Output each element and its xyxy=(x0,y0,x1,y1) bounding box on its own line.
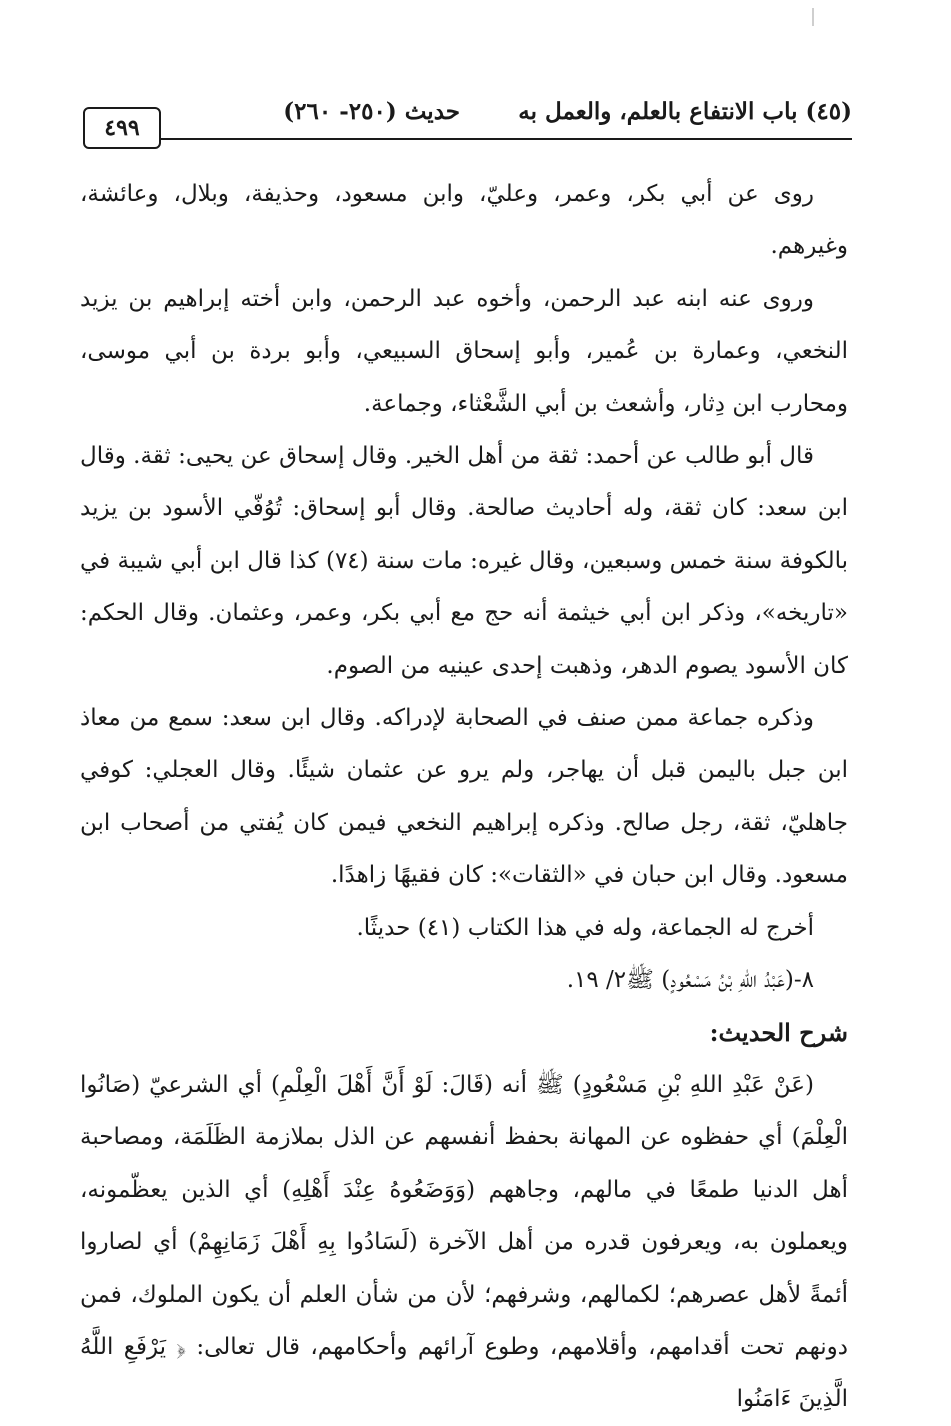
header-rule xyxy=(152,138,852,140)
hadith-range: حديث (٢٥٠- ٢٦٠) xyxy=(283,98,460,125)
paragraph-narrator-8: ٨-(عَبْدُ اللهِ بْنُ مَسْعُودٍ) ﷺ٢/ ١٩. xyxy=(566,967,814,994)
page-number-box xyxy=(83,107,161,149)
page-number: ٤٩٩ xyxy=(104,115,140,141)
paragraph-count: أخرج له الجماعة، وله في هذا الكتاب (٤١) حديثًا. xyxy=(356,914,814,941)
paragraph-commentary: (عَنْ عَبْدِ اللهِ بْنِ مَسْعُودٍ) ﷺ أنه (قَالَ: لَوْ أَنَّ أَهْلَ الْعِلْمِ) أي الشرعيّ (صَانُوا الْعِلْمَ) أي حفظوه عن المهانة بحفظ أنفسهم عن الذل بملازمة الظَلَمَة، ومصاحبة أهل الدنيا طمعًا في مالهم، وجاههم (وَوَضَعُوهُ عِنْدَ أَهْلِهِ) أي الذين يعظّمونه، ويعملون به، ويعرفون قدره من أهل الآخرة (لَسَادُوا بِهِ أَهْلَ زَمَانِهِمْ) أي لصاروا أئمةً لأهل عصرهم؛ لكمالهم، وشرفهم؛ لأن من شأن العلم أن يكون الملوك، فمن دونهم تحت أقدامهم، وأقلامهم، وطوع آرائهم وأحكامهم، قال تعالى: ﴿ يَرْفَعِ اللَّهُ الَّذِينَ ءَامَنُوا xyxy=(80,1071,848,1413)
section-heading: شرح الحديث: xyxy=(709,1017,848,1047)
paragraph-narrated-by: وروى عنه ابنه عبد الرحمن، وأخوه عبد الرحمن، وابن أخته إبراهيم بن يزيد النخعي، وعمارة بن عُمير، وأبو إسحاق السبيعي، وأبو بردة بن أبي موسى، ومحارب ابن دِثار، وأشعث بن أبي الشَّعْثاء، وجماعة. xyxy=(80,285,848,417)
paragraph-gradings: قال أبو طالب عن أحمد: ثقة من أهل الخير. وقال إسحاق عن يحيى: ثقة. وقال ابن سعد: كان ثقة، وله أحاديث صالحة. وقال أبو إسحاق: تُوُفّي الأسود بن يزيد بالكوفة سنة خمس وسبعين، وقال غيره: مات سنة (٧٤) كذا قال ابن أبي شيبة في «تاريخه»، وذكر ابن أبي خيثمة أنه حج مع أبي بكر، وعمر، وعثمان. وقال الحكم: كان الأسود يصوم الدهر، وذهبت إحدى عينيه من الصوم. xyxy=(80,443,848,679)
page-header xyxy=(82,92,852,144)
scan-mark xyxy=(812,8,814,26)
paragraph-companions: وذكره جماعة ممن صنف في الصحابة لإدراكه. وقال ابن سعد: سمع من معاذ ابن جبل باليمن قبل أن يهاجر، ولم يرو عن عثمان شيئًا. وقال العجلي: كوفي جاهليّ، ثقة، رجل صالح. وذكره إبراهيم النخعي فيمن كان يُفتي من أصحاب ابن مسعود. وقال ابن حبان في «الثقات»: كان فقيهًا زاهدًا. xyxy=(80,705,848,889)
page-body xyxy=(80,168,848,1426)
chapter-title: (٤٥) باب الانتفاع بالعلم، والعمل به xyxy=(518,98,852,125)
paragraph-narrated-from: روى عن أبي بكر، وعمر، وعليّ، وابن مسعود، وحذيفة، وبلال، وعائشة، وغيرهم. xyxy=(80,181,848,260)
